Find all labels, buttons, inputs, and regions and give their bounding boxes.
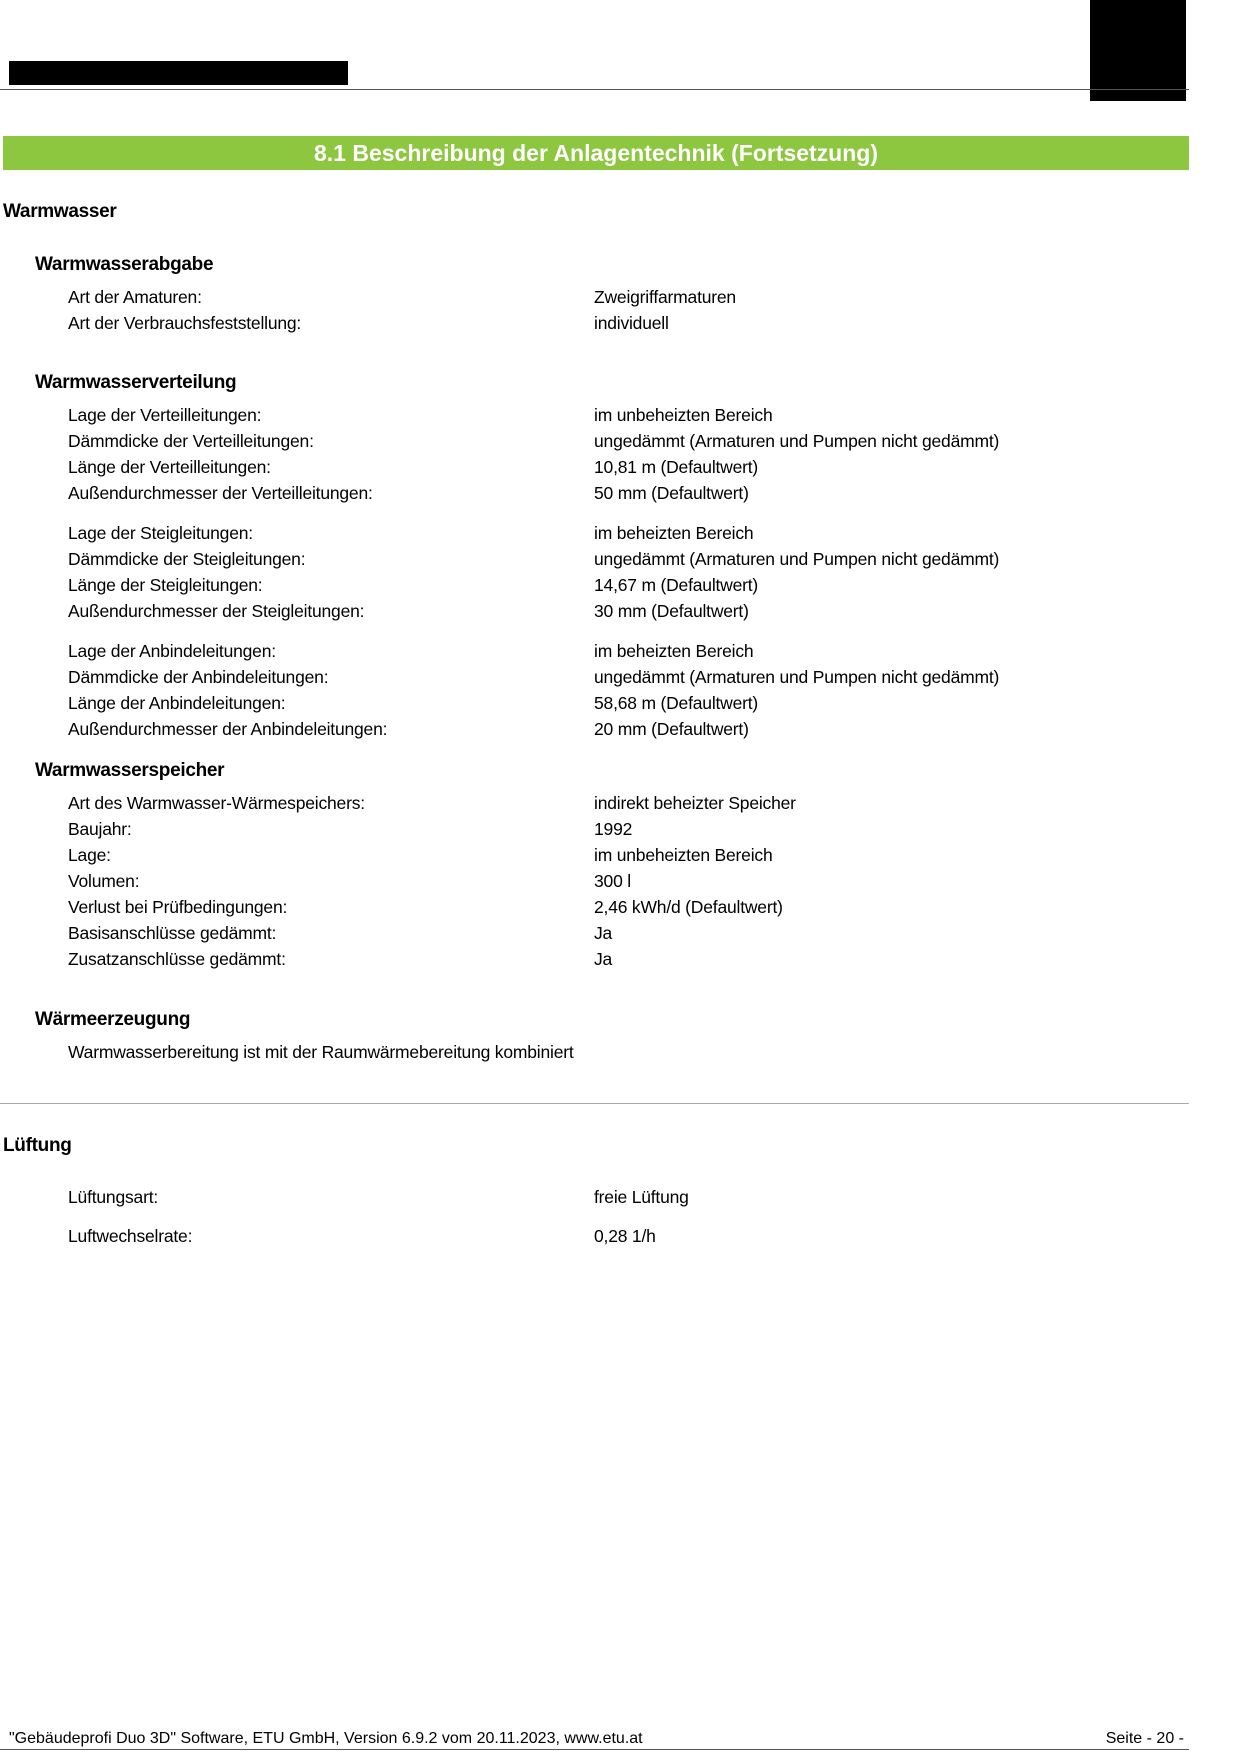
section-divider (0, 1103, 1189, 1104)
row-label: Verlust bei Prüfbedingungen: (68, 897, 288, 917)
row-value: Ja (594, 923, 613, 943)
row-label: Lage der Steigleitungen: (68, 523, 253, 543)
row-label: Dämmdicke der Steigleitungen: (68, 549, 306, 569)
waermeerzeugung-note: Warmwasserbereitung ist mit der Raumwärmebereitung kombiniert (68, 1042, 574, 1062)
row-value: im unbeheizten Bereich (594, 405, 773, 425)
row-label: Außendurchmesser der Steigleitungen: (68, 601, 365, 621)
heading-warmwasserspeicher: Warmwasserspeicher (35, 760, 225, 781)
row-value: 14,67 m (Defaultwert) (594, 575, 759, 595)
row-label: Lage der Anbindeleitungen: (68, 641, 276, 661)
row-label: Art des Warmwasser-Wärmespeichers: (68, 793, 365, 813)
row-label: Basisanschlüsse gedämmt: (68, 923, 277, 943)
row-value: Ja (594, 949, 613, 969)
row-label: Baujahr: (68, 819, 132, 839)
row-value: ungedämmt (Armaturen und Pumpen nicht gedämmt) (594, 549, 1000, 569)
row-label: Lage der Verteilleitungen: (68, 405, 262, 425)
redacted-logo (1090, 0, 1186, 101)
row-value: 2,46 kWh/d (Defaultwert) (594, 897, 783, 917)
row-value: freie Lüftung (594, 1187, 689, 1207)
row-label: Zusatzanschlüsse gedämmt: (68, 949, 286, 969)
row-label: Dämmdicke der Verteilleitungen: (68, 431, 314, 451)
row-value: individuell (594, 313, 669, 333)
row-value: indirekt beheizter Speicher (594, 793, 796, 813)
heading-waermeerzeugung: Wärmeerzeugung (35, 1009, 191, 1030)
row-value: 300 l (594, 871, 631, 891)
row-value: 50 mm (Defaultwert) (594, 483, 749, 503)
row-value: 20 mm (Defaultwert) (594, 719, 749, 739)
row-value: 10,81 m (Defaultwert) (594, 457, 759, 477)
row-label: Länge der Anbindeleitungen: (68, 693, 286, 713)
row-value: ungedämmt (Armaturen und Pumpen nicht gedämmt) (594, 431, 1000, 451)
row-value: 1992 (594, 819, 633, 839)
row-value: ungedämmt (Armaturen und Pumpen nicht gedämmt) (594, 667, 1000, 687)
row-value: Zweigriffarmaturen (594, 287, 736, 307)
row-label: Lage: (68, 845, 111, 865)
row-label: Lüftungsart: (68, 1187, 159, 1207)
row-value: 58,68 m (Defaultwert) (594, 693, 759, 713)
row-value: im beheizten Bereich (594, 523, 754, 543)
footer-page-number: Seite - 20 - (1105, 1730, 1184, 1747)
section-banner: 8.1 Beschreibung der Anlagentechnik (Fortsetzung) (3, 136, 1189, 170)
row-value: 0,28 1/h (594, 1226, 656, 1246)
redacted-header-text (9, 61, 348, 85)
row-label: Art der Verbrauchsfeststellung: (68, 313, 302, 333)
row-label: Art der Amaturen: (68, 287, 202, 307)
header-divider (0, 89, 1189, 90)
row-label: Außendurchmesser der Anbindeleitungen: (68, 719, 388, 739)
row-value: im beheizten Bereich (594, 641, 754, 661)
footer-software-info: "Gebäudeprofi Duo 3D" Software, ETU GmbH, Version 6.9.2 vom 20.11.2023, www.etu.at (9, 1730, 643, 1747)
footer-divider (0, 1749, 1189, 1750)
row-label: Luftwechselrate: (68, 1226, 193, 1246)
row-value: im unbeheizten Bereich (594, 845, 773, 865)
row-label: Volumen: (68, 871, 140, 891)
row-label: Länge der Verteilleitungen: (68, 457, 271, 477)
row-label: Außendurchmesser der Verteilleitungen: (68, 483, 373, 503)
heading-warmwasserabgabe: Warmwasserabgabe (35, 254, 214, 275)
heading-warmwasser: Warmwasser (3, 201, 117, 222)
row-value: 30 mm (Defaultwert) (594, 601, 749, 621)
row-label: Länge der Steigleitungen: (68, 575, 263, 595)
heading-lueftung: Lüftung (3, 1135, 72, 1156)
heading-warmwasserverteilung: Warmwasserverteilung (35, 372, 237, 393)
row-label: Dämmdicke der Anbindeleitungen: (68, 667, 329, 687)
